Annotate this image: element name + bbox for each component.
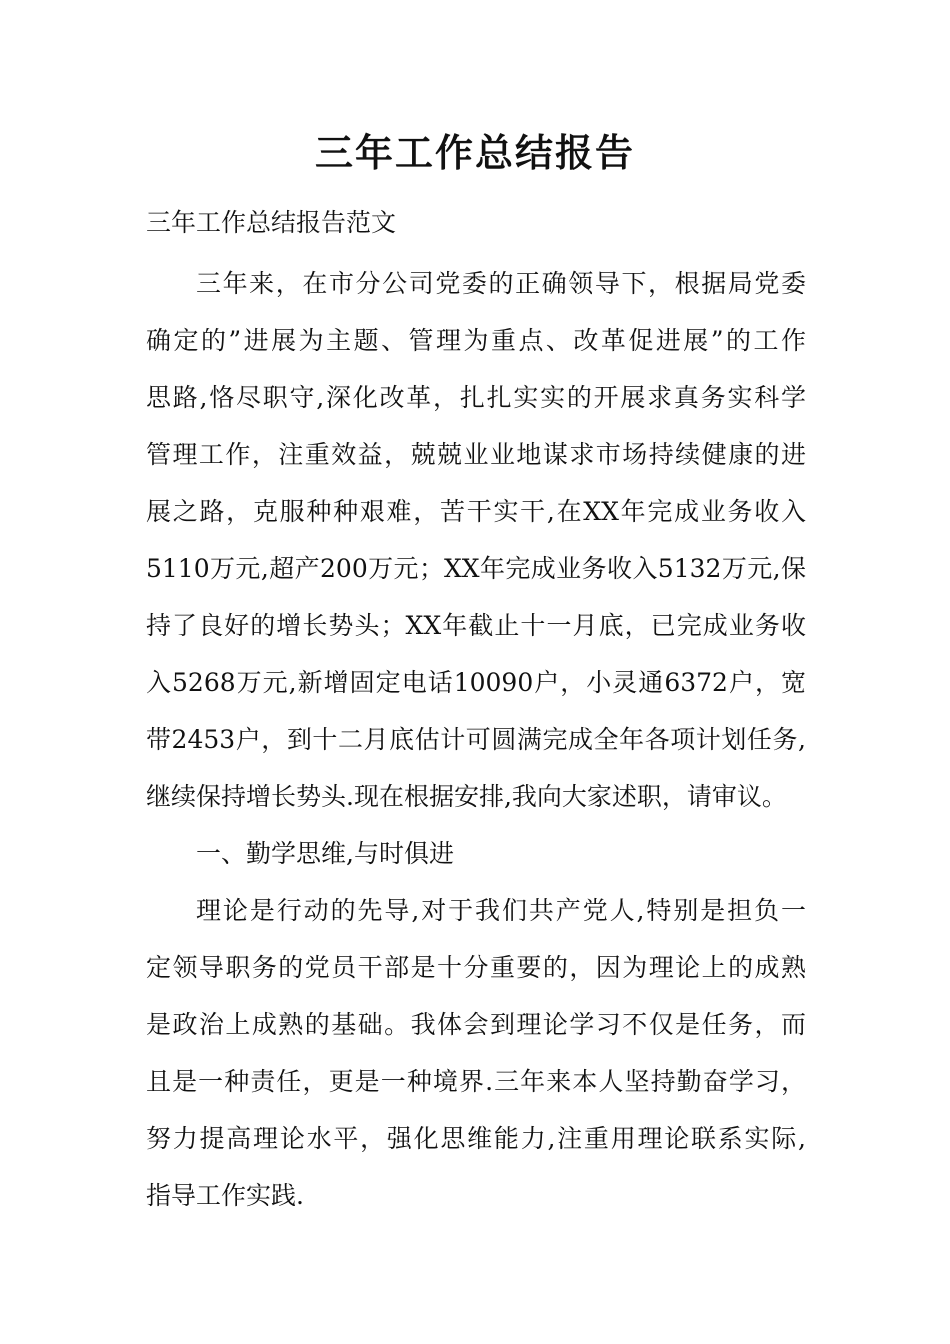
paragraph1-line: 展之路，克服种种艰难，苦干实干,在XX年完成业务收入	[146, 497, 806, 526]
paragraph1-line: 入5268万元,新增固定电话10090户，小灵通6372户，宽	[146, 668, 806, 697]
paragraph2-line: 定领导职务的党员干部是十分重要的，因为理论上的成熟	[146, 953, 806, 982]
paragraph1-line: 管理工作，注重效益，兢兢业业地谋求市场持续健康的进	[146, 440, 806, 469]
paragraph1-line: 持了良好的增长势头；XX年截止十一月底，已完成业务收	[146, 611, 806, 640]
paragraph1-line: 确定的”进展为主题、管理为重点、改革促进展”的工作	[146, 326, 806, 355]
document-subtitle: 三年工作总结报告范文	[146, 208, 397, 237]
paragraph1-line: 5110万元,超产200万元；XX年完成业务收入5132万元,保	[146, 554, 806, 583]
section-heading: 一、勤学思维,与时俱进	[196, 839, 454, 868]
paragraph1-line: 继续保持增长势头.现在根据安排,我向大家述职，请审议。	[146, 782, 787, 811]
paragraph1-line: 带2453户，到十二月底估计可圆满完成全年各项计划任务,	[146, 725, 806, 754]
paragraph2-line: 努力提高理论水平，强化思维能力,注重用理论联系实际,	[146, 1124, 806, 1153]
paragraph2-line: 且是一种责任，更是一种境界.三年来本人坚持勤奋学习，	[146, 1067, 806, 1096]
document-title: 三年工作总结报告	[314, 131, 635, 175]
paragraph1-line: 思路,恪尽职守,深化改革，扎扎实实的开展求真务实科学	[146, 383, 806, 412]
paragraph1-line: 三年来，在市分公司党委的正确领导下，根据局党委	[196, 269, 806, 298]
paragraph2-line: 理论是行动的先导,对于我们共产党人,特别是担负一	[196, 896, 806, 925]
paragraph2-line: 指导工作实践.	[146, 1181, 304, 1210]
paragraph2-line: 是政治上成熟的基础。我体会到理论学习不仅是任务，而	[146, 1010, 806, 1039]
